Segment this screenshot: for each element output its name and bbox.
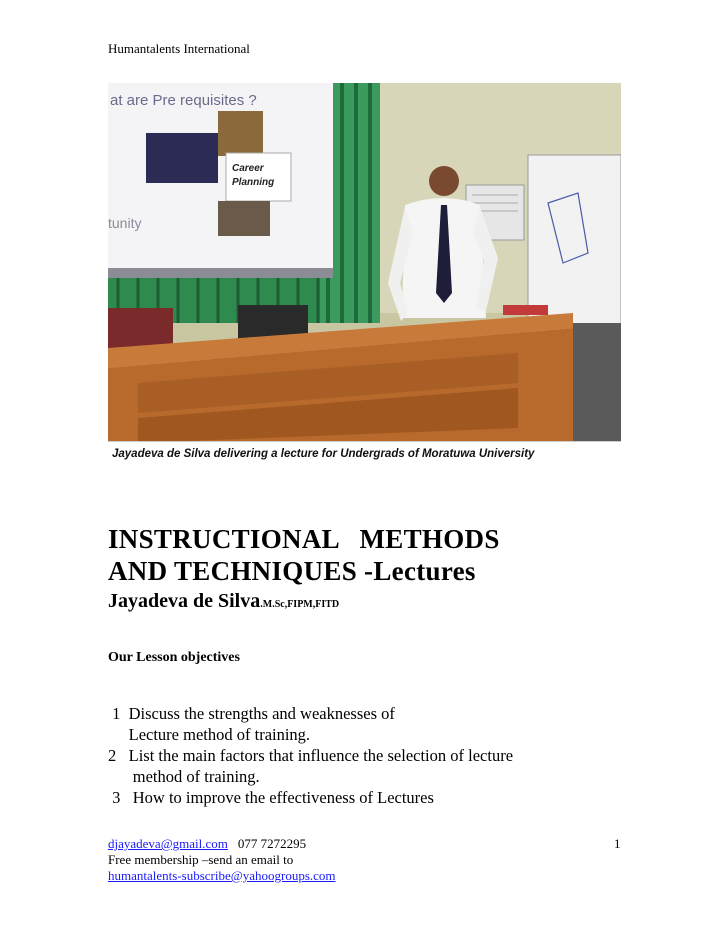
document-header: Humantalents International <box>108 41 250 56</box>
slide-label-career: Career <box>232 163 264 174</box>
title-line-2: AND TECHNIQUES -Lectures <box>108 556 476 586</box>
author-credentials: .M.Sc,FIPM,FITD <box>260 599 340 610</box>
document-footer <box>108 836 628 884</box>
objectives-heading: Our Lesson objectives <box>108 650 240 665</box>
objective-line: Lecture method of training. <box>108 725 311 744</box>
objective-line: 3 How to improve the effectiveness of Lectures <box>108 788 434 807</box>
slide-title-text: at are Pre requisites ? <box>110 92 257 109</box>
objectives-list <box>108 703 588 808</box>
document-title <box>108 523 668 587</box>
title-line-1: INSTRUCTIONAL METHODS <box>108 524 500 554</box>
photo-caption <box>108 441 621 470</box>
lecture-photo-illustration <box>108 83 621 470</box>
slide-label-planning: Planning <box>232 177 275 188</box>
page-number: 1 <box>614 836 621 851</box>
lecture-photo <box>108 83 621 470</box>
objective-line: 2 List the main factors that influence the selection of lecture <box>108 746 514 765</box>
phone-number: 077 7272295 <box>237 836 307 851</box>
objective-line: 1 Discuss the strengths and weaknesses of <box>108 704 395 723</box>
subscribe-email-link[interactable]: humantalents-subscribe@yahoogroups.com <box>108 868 336 883</box>
slide-side-text: tunity <box>108 215 142 231</box>
objective-line: method of training. <box>108 767 260 786</box>
author-line <box>108 590 339 613</box>
membership-text: Free membership –send an email to <box>108 852 294 867</box>
photo-caption-text: Jayadeva de Silva delivering a lecture for Undergrads of Moratuwa University <box>112 448 535 460</box>
author-name: Jayadeva de Silva <box>108 590 261 612</box>
email-link[interactable]: djayadeva@gmail.com <box>108 836 228 851</box>
